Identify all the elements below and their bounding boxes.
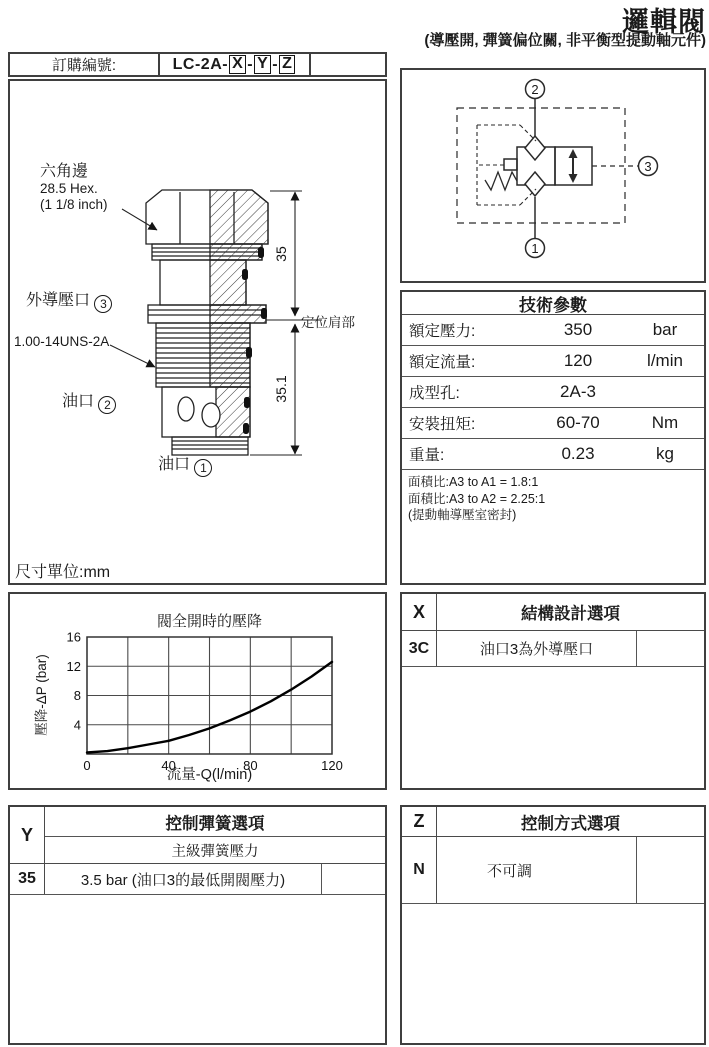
schematic-port-3-badge: 3 xyxy=(644,159,652,174)
svg-text:8: 8 xyxy=(73,688,81,703)
option-x-row-code: 3C xyxy=(402,631,437,666)
schematic-port-2-badge: 2 xyxy=(531,82,539,97)
area-ratio-note-1: 面積比:A3 to A1 = 1.8:1 xyxy=(408,475,539,489)
param-unit: kg xyxy=(656,444,674,463)
option-z-row-desc: 不可調 xyxy=(487,862,533,880)
oil-port-1-label xyxy=(158,451,212,477)
schematic-port-1-badge: 1 xyxy=(531,241,539,256)
table-row xyxy=(402,377,704,408)
hydraulic-schematic-panel xyxy=(400,68,706,283)
order-code-y-box: Y xyxy=(254,55,271,74)
hex-flats-label xyxy=(40,163,108,212)
option-y-header-row xyxy=(10,807,385,864)
param-value: 120 xyxy=(563,351,593,370)
valve-drawing-panel xyxy=(8,79,387,585)
tech-params-header: 技術參數 xyxy=(402,292,704,315)
param-unit: l/min xyxy=(647,351,683,370)
option-x-code: X xyxy=(402,594,437,630)
chart-title: 閥全開時的壓降 xyxy=(156,613,262,630)
seal-note: (提動軸導壓室密封) xyxy=(408,508,517,522)
param-value: 2A-3 xyxy=(560,382,596,401)
hex-label-line1: 六角邊 xyxy=(40,163,89,180)
option-table-x xyxy=(400,592,706,790)
table-row xyxy=(402,346,704,377)
option-y-subtitle: 主級彈簧壓力 xyxy=(171,843,259,860)
order-code-sep2: - xyxy=(272,55,279,73)
svg-text:80: 80 xyxy=(243,758,258,773)
option-table-z xyxy=(400,805,706,1045)
option-x-title: 結構設計選項 xyxy=(521,605,620,623)
option-table-y xyxy=(8,805,387,1045)
param-value: 60-70 xyxy=(556,413,600,432)
param-label: 重量: xyxy=(409,447,445,464)
option-x-header-row xyxy=(402,594,704,631)
param-label: 額定壓力: xyxy=(409,323,476,340)
chart-y-axis-label: 壓降-ΔP (bar) xyxy=(34,654,49,736)
hydraulic-symbol-diagram xyxy=(402,70,704,281)
area-ratio-note-2: 面積比:A3 to A2 = 2.25:1 xyxy=(408,491,546,506)
dimension-35-label: 35 xyxy=(273,246,289,262)
valve-cross-section-drawing xyxy=(10,81,385,583)
order-code-sep1: - xyxy=(247,55,254,73)
tech-params-panel xyxy=(400,290,706,585)
port-3-badge: 3 xyxy=(94,295,112,313)
pressure-drop-chart-panel xyxy=(8,592,387,790)
oil-port-2-label xyxy=(62,388,116,414)
option-y-title: 控制彈簧選項 xyxy=(45,807,385,837)
port-1-text: 油口 xyxy=(158,456,191,473)
option-x-row-desc: 油口3為外導壓口 xyxy=(479,641,594,658)
order-code-value xyxy=(158,54,309,75)
option-z-code: Z xyxy=(402,807,437,836)
option-z-header-row xyxy=(402,807,704,837)
svg-text:16: 16 xyxy=(66,629,81,645)
table-row xyxy=(10,864,385,895)
table-row xyxy=(402,837,704,904)
param-value: 350 xyxy=(563,320,593,339)
option-y-header-stack xyxy=(45,807,385,863)
page-subtitle: (導壓開, 彈簧偏位關, 非平衡型提動軸元件) xyxy=(424,32,706,49)
port-2-text: 油口 xyxy=(62,393,95,410)
param-label: 安裝扭矩: xyxy=(409,416,476,433)
page-title: 邏輯閥 xyxy=(622,7,706,37)
locating-shoulder-label: 定位肩部 xyxy=(301,315,355,330)
option-y-row-code: 35 xyxy=(10,864,45,894)
hex-label-line3: (1 1/8 inch) xyxy=(40,196,108,212)
option-z-title: 控制方式選項 xyxy=(521,814,620,833)
option-z-row-code: N xyxy=(402,837,437,903)
svg-text:4: 4 xyxy=(73,717,81,733)
svg-text:12: 12 xyxy=(66,658,81,674)
dimension-units-note: 尺寸單位:mm xyxy=(15,564,111,581)
svg-text:0: 0 xyxy=(83,758,91,773)
table-row xyxy=(402,631,704,667)
order-code-empty-cell xyxy=(309,54,385,75)
port-2-badge: 2 xyxy=(98,396,116,414)
order-code-x-box: X xyxy=(229,55,246,74)
option-y-row-desc: 3.5 bar (油口3的最低開閥壓力) xyxy=(80,871,286,889)
table-row xyxy=(402,439,704,470)
param-unit: Nm xyxy=(651,413,679,432)
tech-notes xyxy=(402,470,704,524)
port-1-badge: 1 xyxy=(194,459,212,477)
table-row xyxy=(402,408,704,439)
thread-spec-label: 1.00-14UNS-2A xyxy=(14,334,110,349)
option-y-row-empty-cell xyxy=(321,864,385,894)
order-code-label: 訂購編號: xyxy=(51,57,117,74)
order-code-z-box: Z xyxy=(279,55,295,74)
dimension-35-1-label: 35.1 xyxy=(273,375,289,403)
chart-x-axis-label: 流量-Q(l/min) xyxy=(166,767,253,783)
table-row xyxy=(402,315,704,346)
option-y-code: Y xyxy=(10,807,45,863)
svg-text:120: 120 xyxy=(321,758,343,773)
hex-label-line2: 28.5 Hex. xyxy=(40,181,98,197)
option-x-row-empty-cell xyxy=(636,631,704,666)
pilot-port-label xyxy=(26,287,112,313)
order-code-prefix: LC-2A- xyxy=(172,55,229,73)
param-label: 成型孔: xyxy=(409,385,460,402)
param-unit: bar xyxy=(652,320,678,339)
svg-text:40: 40 xyxy=(161,758,176,773)
option-z-row-empty-cell xyxy=(636,837,704,903)
order-code-table xyxy=(8,52,387,77)
pilot-port-text: 外導壓口 xyxy=(26,292,91,309)
param-label: 額定流量: xyxy=(409,354,476,371)
param-value: 0.23 xyxy=(561,444,595,463)
